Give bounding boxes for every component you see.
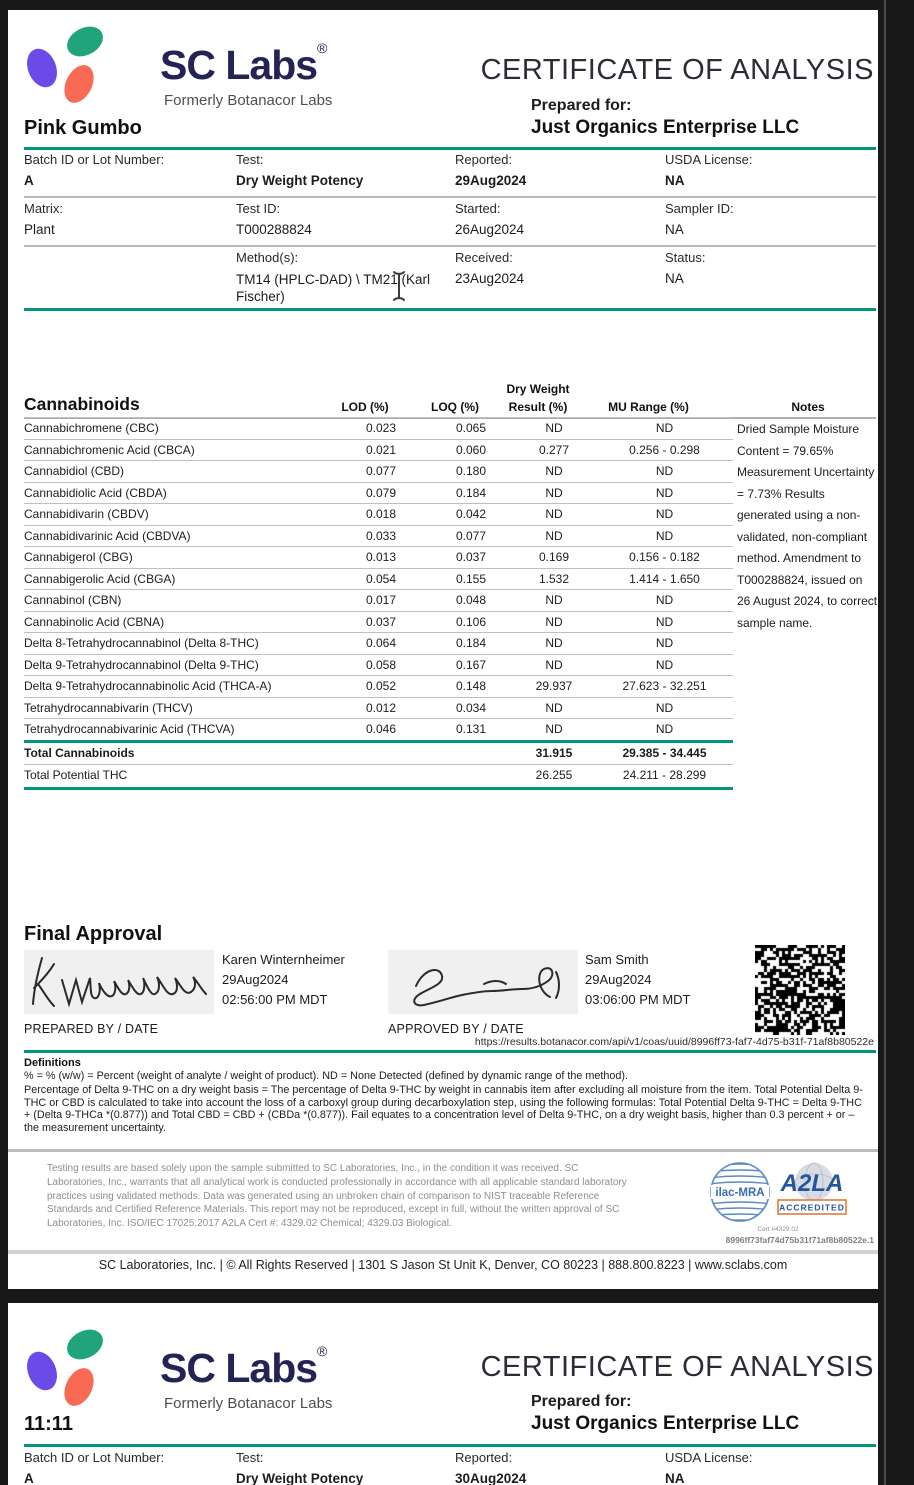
info-label: USDA License: — [665, 1450, 753, 1465]
info-value: 30Aug2024 — [455, 1471, 527, 1485]
cell-loq: 0.077 — [455, 528, 487, 543]
info-label: Status: — [665, 250, 706, 265]
signature-prepared-image — [24, 950, 214, 1012]
cell-analyte: Cannabichromenic Acid (CBCA) — [24, 442, 195, 457]
cell-lod: 0.054 — [365, 571, 397, 586]
definitions-heading: Definitions — [24, 1057, 81, 1069]
table-row — [24, 589, 733, 611]
logo-dot-green-icon — [62, 21, 108, 63]
cell-result: ND — [545, 421, 563, 435]
cell-loq: 0.042 — [455, 507, 487, 521]
results-url-link[interactable]: https://results.botanacor.com/api/v1/coas/uuid/8996ff73-faf7-4d75-b31f-71af8b80522e — [474, 1036, 874, 1048]
cell-analyte: Total Cannabinoids — [24, 745, 135, 760]
cell-mu-range: 0.156 - 0.182 — [629, 550, 700, 564]
info-value: NA — [665, 1471, 685, 1485]
cell-result: 26.255 — [535, 768, 573, 782]
cell-result: ND — [545, 636, 563, 650]
section-divider — [8, 1149, 878, 1152]
ilac-mra-label: ilac-MRA — [715, 1187, 765, 1199]
cell-mu-range: ND — [655, 593, 674, 607]
cell-analyte: Cannabidiol (CBD) — [24, 464, 125, 478]
approver-name: Sam Smith — [585, 952, 649, 967]
table-row — [24, 503, 733, 525]
cell-lod: 0.033 — [365, 528, 397, 543]
cell-analyte: Delta 9-Tetrahydrocannabinol (Delta 9-THC) — [24, 657, 259, 672]
cannabinoids-table-title: Cannabinoids — [24, 394, 140, 414]
table-row — [24, 546, 733, 568]
table-row — [24, 482, 733, 504]
logo-dot-purple-icon — [22, 44, 63, 92]
teal-rule — [24, 1050, 876, 1053]
cell-loq: 0.065 — [455, 421, 487, 435]
info-value: Plant — [24, 222, 55, 237]
info-value: T000288824 — [236, 222, 312, 237]
info-value: A — [24, 173, 34, 188]
sc-labs-logo — [24, 26, 364, 126]
cell-loq: 0.106 — [455, 614, 487, 629]
cell-analyte: Cannabigerolic Acid (CBGA) — [24, 571, 176, 586]
cell-analyte: Cannabidivarin (CBDV) — [24, 507, 149, 521]
preparer-date: 29Aug2024 — [222, 972, 289, 987]
info-value: Dry Weight Potency — [236, 1471, 364, 1485]
cell-loq: 0.167 — [455, 657, 487, 672]
cell-analyte: Cannabidivarinic Acid (CBDVA) — [24, 528, 191, 543]
cell-result: ND — [545, 614, 563, 629]
coa-page-1 — [8, 10, 878, 1289]
cell-result: 29.937 — [535, 679, 573, 693]
cell-mu-range: ND — [655, 464, 674, 478]
accredited-label: ACCREDITED — [779, 1202, 845, 1213]
certificate-title: CERTIFICATE OF ANALYSIS — [480, 54, 874, 86]
cell-analyte: Cannabinolic Acid (CBNA) — [24, 614, 165, 629]
info-label: Batch ID or Lot Number: — [24, 152, 165, 167]
client-name: Just Organics Enterprise LLC — [531, 1413, 800, 1434]
info-label: Test ID: — [236, 201, 281, 216]
cell-mu-range: ND — [655, 485, 674, 500]
registered-mark: ® — [317, 1343, 327, 1359]
cell-result: ND — [545, 657, 563, 672]
cell-result: 31.915 — [535, 745, 573, 760]
cell-result: ND — [545, 485, 563, 500]
cell-result: ND — [545, 593, 563, 607]
a2la-label: A2LA — [780, 1170, 844, 1197]
teal-rule — [24, 147, 876, 150]
cell-mu-range: ND — [655, 722, 674, 736]
logo-dot-green-icon — [62, 1324, 108, 1366]
table-row — [24, 675, 733, 697]
client-name: Just Organics Enterprise LLC — [531, 117, 800, 138]
info-label: Batch ID or Lot Number: — [24, 1450, 165, 1465]
approved-by-caption: APPROVED BY / DATE — [388, 1022, 524, 1036]
info-value: A — [24, 1471, 34, 1485]
cert-number: Cert #4329.02 — [757, 1226, 799, 1233]
brand-tagline: Formerly Botanacor Labs — [164, 1395, 333, 1412]
cell-loq: 0.048 — [455, 593, 487, 607]
totals-bottom-rule — [24, 787, 733, 790]
certificate-title: CERTIFICATE OF ANALYSIS — [480, 1351, 874, 1383]
cell-mu-range: 27.623 - 32.251 — [622, 679, 707, 693]
cell-analyte: Tetrahydrocannabivarinic Acid (THCVA) — [24, 722, 235, 736]
signature-prepared — [24, 950, 214, 1014]
cell-lod: 0.058 — [365, 657, 397, 672]
cell-loq: 0.180 — [455, 464, 487, 478]
cell-lod: 0.037 — [365, 614, 397, 629]
cell-result: 0.169 — [538, 550, 570, 564]
brand-name — [160, 40, 326, 89]
qr-code — [755, 945, 845, 1035]
cell-lod: 0.012 — [365, 700, 397, 715]
footer-divider — [8, 1250, 878, 1254]
cell-mu-range: ND — [655, 657, 674, 672]
info-divider — [24, 245, 876, 247]
cell-analyte: Cannabidiolic Acid (CBDA) — [24, 485, 167, 500]
info-value: 23Aug2024 — [455, 271, 525, 286]
ilac-mra-logo-icon — [708, 1160, 772, 1224]
table-row — [24, 525, 733, 547]
brand-name — [160, 1343, 326, 1392]
cell-result: 1.532 — [538, 571, 570, 586]
brand-name-text: SC Labs — [160, 1345, 318, 1391]
info-label: Received: — [455, 250, 513, 265]
cell-mu-range: ND — [655, 700, 674, 715]
cell-loq: 0.131 — [455, 722, 487, 736]
table-notes: Dried Sample Moisture Content = 79.65% Measurement Uncertainty = 7.73% Results generated using a non-validated, non-compliant method. Amendment to T000288824, issued on 26 August 2024, to correct sample name. — [737, 422, 878, 630]
cell-result: ND — [545, 700, 563, 715]
table-row — [24, 697, 733, 719]
prepared-for-label: Prepared for: — [531, 1393, 632, 1410]
info-value: NA — [665, 271, 684, 286]
definitions-line-2: Percentage of Delta 9-THC on a dry weight basis = The percentage of Delta 9-THC by weight in cannabis item after excluding all moisture from the item. Total Potential Delta 9-THC or CBD is calculated to take into account the loss of a carboxyl group during decarboxylation step, using the following formulas: Total Potential Delta 9-THC = Delta 9-THC + (Delta 9-THCa *(0.877)) and Total CBD = CBD + (CBDa *(0.877)). Fail equates to a concentration level of Delta 9-THC, on a dry weight basis, higher than 0.3 percent + or – the measurement uncertainty. — [24, 1084, 863, 1134]
info-label: Test: — [236, 152, 264, 167]
cell-analyte: Total Potential THC — [24, 768, 128, 782]
table-row — [24, 611, 733, 633]
table-row — [24, 439, 733, 461]
col-header-result-2: Result (%) — [508, 400, 568, 414]
col-header-notes: Notes — [791, 400, 825, 414]
cell-loq: 0.184 — [455, 485, 487, 500]
text-cursor-icon — [391, 270, 407, 302]
cell-mu-range: ND — [655, 507, 674, 521]
cell-lod: 0.023 — [365, 421, 397, 435]
cell-mu-range: ND — [655, 421, 674, 435]
col-header-result-1: Dry Weight — [506, 382, 570, 396]
brand-tagline: Formerly Botanacor Labs — [164, 92, 333, 109]
cell-analyte: Tetrahydrocannabivarin (THCV) — [24, 700, 193, 715]
cell-mu-range: 1.414 - 1.650 — [629, 571, 700, 586]
prepared-by-caption: PREPARED BY / DATE — [24, 1022, 159, 1036]
info-value: NA — [665, 222, 684, 237]
teal-rule — [24, 308, 876, 311]
table-row — [24, 460, 733, 482]
cell-lod: 0.018 — [365, 507, 397, 521]
logo-dot-purple-icon — [22, 1347, 63, 1395]
info-value: Dry Weight Potency — [236, 173, 364, 188]
approved-by-meta — [585, 950, 691, 1010]
info-label: Sampler ID: — [665, 201, 734, 216]
table-row — [24, 718, 733, 740]
cell-result: ND — [545, 464, 563, 478]
final-approval-heading: Final Approval — [24, 923, 163, 945]
definitions-line-1: % = % (w/w) = Percent (weight of analyte / weight of product). ND = None Detected (defined by dynamic range of the method). — [24, 1070, 629, 1082]
cell-lod: 0.079 — [365, 485, 397, 500]
cert-hash: 8996ff73faf74d75b31f71af8b80522e.1 — [725, 1235, 874, 1245]
col-header-lod: LOD (%) — [341, 400, 389, 414]
coa-page-2 — [8, 1303, 878, 1485]
cell-mu-range: 0.256 - 0.298 — [629, 442, 700, 457]
prepared-for-label: Prepared for: — [531, 97, 632, 114]
cell-result: ND — [545, 528, 563, 543]
cell-analyte: Cannabinol (CBN) — [24, 593, 122, 607]
cell-analyte: Cannabichromene (CBC) — [24, 421, 159, 435]
info-label: Reported: — [455, 152, 513, 167]
cell-analyte: Delta 9-Tetrahydrocannabinolic Acid (THCA-A) — [24, 679, 272, 693]
sample-name: 11:11 — [24, 1413, 73, 1435]
info-label: USDA License: — [665, 152, 753, 167]
table-row — [24, 654, 733, 676]
preparer-name: Karen Winternheimer — [222, 952, 345, 967]
brand-name-text: SC Labs — [160, 42, 318, 88]
signature-approved — [388, 950, 578, 1014]
approver-date: 29Aug2024 — [585, 972, 652, 987]
info-label: Matrix: — [24, 201, 63, 216]
info-value: 26Aug2024 — [455, 222, 525, 237]
info-label: Reported: — [455, 1450, 513, 1465]
cell-analyte: Cannabigerol (CBG) — [24, 550, 133, 564]
logo-dot-coral-icon — [59, 60, 100, 107]
registered-mark: ® — [317, 40, 327, 56]
cell-result: 0.277 — [538, 442, 570, 457]
table-row — [24, 417, 733, 439]
info-value: NA — [665, 173, 685, 188]
info-label: Started: — [455, 201, 501, 216]
sample-name: Pink Gumbo — [24, 117, 142, 139]
cell-lod: 0.064 — [365, 636, 397, 650]
cell-mu-range: ND — [655, 614, 674, 629]
cell-loq: 0.155 — [455, 571, 487, 586]
cell-loq: 0.034 — [455, 700, 487, 715]
col-header-loq: LOQ (%) — [431, 400, 479, 414]
cell-lod: 0.077 — [365, 464, 397, 478]
info-label: Test: — [236, 1450, 264, 1465]
cell-mu-range: ND — [655, 528, 674, 543]
cell-mu-range: 24.211 - 28.299 — [622, 768, 707, 782]
preparer-time: 02:56:00 PM MDT — [222, 992, 328, 1007]
info-label: Method(s): — [236, 250, 299, 265]
teal-rule — [24, 1444, 876, 1447]
footer-text: SC Laboratories, Inc. | © All Rights Reserved | 1301 S Jason St Unit K, Denver, CO 80223 | 888.800.8223 | www.sclabs.com — [98, 1258, 788, 1272]
info-value: TM14 (HPLC-DAD) \ TM21 (Karl Fischer) — [236, 272, 431, 304]
disclaimer-text: Testing results are based solely upon the sample submitted to SC Laboratories, Inc., in the condition it was received. SC Laboratories, Inc., warrants that all analytical work is conducted professionally in accordance with all applicable standard laboratory practices using validated methods. Data was generated using an unbroken chain of comparison to NIST traceable Reference Standards and Certified Reference Materials. This report may not be reproduced, except in full, without the written approval of SC Laboratories, Inc. ISO/IEC 17025:2017 A2LA Cert #: 4329.02 Chemical; 4329.03 Biological. — [47, 1163, 627, 1230]
cell-loq: 0.184 — [455, 636, 487, 650]
cell-analyte: Delta 8-Tetrahydrocannabinol (Delta 8-THC) — [24, 636, 259, 650]
viewer-edge-line — [884, 0, 886, 1485]
col-header-mu: MU Range (%) — [608, 400, 689, 414]
table-row-total-cannabinoids — [24, 743, 733, 765]
cell-result: ND — [545, 722, 563, 736]
info-divider — [24, 196, 876, 198]
table-row — [24, 632, 733, 654]
cell-loq: 0.148 — [455, 679, 487, 693]
cell-mu-range: 29.385 - 34.445 — [622, 745, 707, 760]
approver-time: 03:06:00 PM MDT — [585, 992, 691, 1007]
cell-lod: 0.021 — [365, 442, 397, 457]
table-row — [24, 568, 733, 590]
cell-lod: 0.013 — [365, 550, 397, 564]
cell-mu-range: ND — [655, 636, 674, 650]
logo-dot-coral-icon — [59, 1363, 100, 1410]
a2la-accredited-logo-icon — [774, 1160, 850, 1224]
info-value: 29Aug2024 — [455, 173, 527, 188]
cell-lod: 0.046 — [365, 722, 397, 736]
cell-loq: 0.060 — [455, 442, 487, 457]
cell-lod: 0.052 — [365, 679, 397, 693]
cell-loq: 0.037 — [455, 550, 487, 564]
prepared-by-meta — [222, 950, 345, 1010]
cell-result: ND — [545, 507, 563, 521]
signature-approved-image — [388, 950, 578, 1012]
table-row-total-potential-thc — [24, 764, 733, 786]
sc-labs-logo — [24, 1329, 364, 1429]
cell-lod: 0.017 — [365, 593, 397, 607]
